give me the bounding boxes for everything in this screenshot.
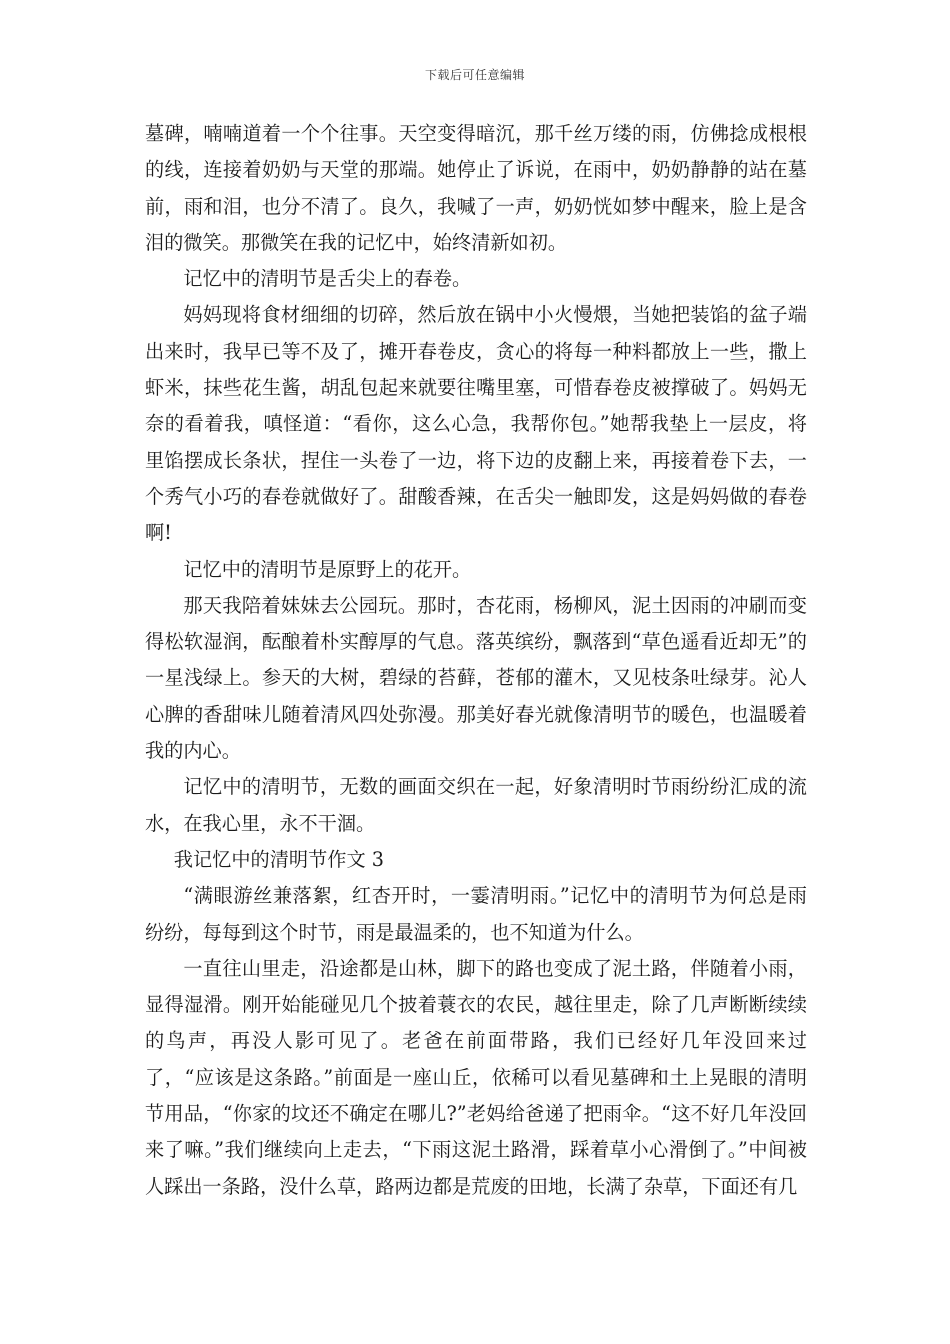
page-header: 下载后可任意编辑 xyxy=(424,68,525,82)
paragraph: “满眼游丝兼落絮，红杏开时，一霎清明雨。”记忆中的清明节为何总是雨纷纷，每每到这个时节，雨是最温柔的，也不知道为什么。 xyxy=(145,884,807,944)
section-heading: 我记忆中的清明节作文 3 xyxy=(173,847,384,871)
paragraph: 一直往山里走，沿途都是山林，脚下的路也变成了泥土路，伴随着小雨，显得湿滑。刚开始能碰见几个披着蓑衣的农民，越往里走，除了几声断断续续的鸟声，再没人影可见了。老爸在前面带路，我们已经好几年没回来过了，“应该是这条路。”前面是一座山丘，依稀可以看见墓碑和土上晃眼的清明节用品，“你家的坟还不确定在哪儿?”老妈给爸递了把雨伞。“这不好几年没回来了嘛。”我们继续向上走去，“下雨这泥土路滑，踩着草小心滑倒了。”中间被人踩出一条路，没什么草，路两边都是荒废的田地，长满了杂草，下面还有几 xyxy=(145,956,807,1198)
paragraph: 记忆中的清明节是舌尖上的春卷。 xyxy=(183,267,472,291)
paragraph: 妈妈现将食材细细的切碎，然后放在锅中小火慢煨，当她把装馅的盆子端出来时，我早已等不及了，摊开春卷皮，贪心的将每一种料都放上一些，撒上虾米，抹些花生酱，胡乱包起来就要往嘴里塞，可惜春卷皮被撑破了。妈妈无奈的看着我，嗔怪道：“看你，这么心急，我帮你包。”她帮我垫上一层皮，将里馅摆成长条状，捏住一头卷了一边，将下边的皮翻上来，再接着卷下去，一个秀气小巧的春卷就做好了。甜酸香辣，在舌尖一触即发，这是妈妈做的春卷啊! xyxy=(145,303,807,545)
paragraph: 记忆中的清明节是原野上的花开。 xyxy=(183,557,472,581)
paragraph: 那天我陪着妹妹去公园玩。那时，杏花雨，杨柳风，泥土因雨的冲刷而变得松软湿润，酝酿着朴实醇厚的气息。落英缤纷，飘落到“草色遥看近却无”的一星浅绿上。参天的大树，碧绿的苔藓，苍郁的灌木，又见枝条吐绿芽。沁人心脾的香甜味儿随着清风四处弥漫。那美好春光就像清明节的暖色，也温暖着我的内心。 xyxy=(145,593,807,763)
paragraph: 墓碑，喃喃道着一个个往事。天空变得暗沉，那千丝万缕的雨，仿佛捻成根根的线，连接着奶奶与天堂的那端。她停止了诉说，在雨中，奶奶静静的站在墓前，雨和泪，也分不清了。良久，我喊了一声，奶奶恍如梦中醒来，脸上是含泪的微笑。那微笑在我的记忆中，始终清新如初。 xyxy=(145,122,807,254)
document-body xyxy=(145,116,807,1205)
paragraph: 记忆中的清明节，无数的画面交织在一起，好象清明时节雨纷纷汇成的流水，在我心里，永不干涸。 xyxy=(145,775,807,835)
